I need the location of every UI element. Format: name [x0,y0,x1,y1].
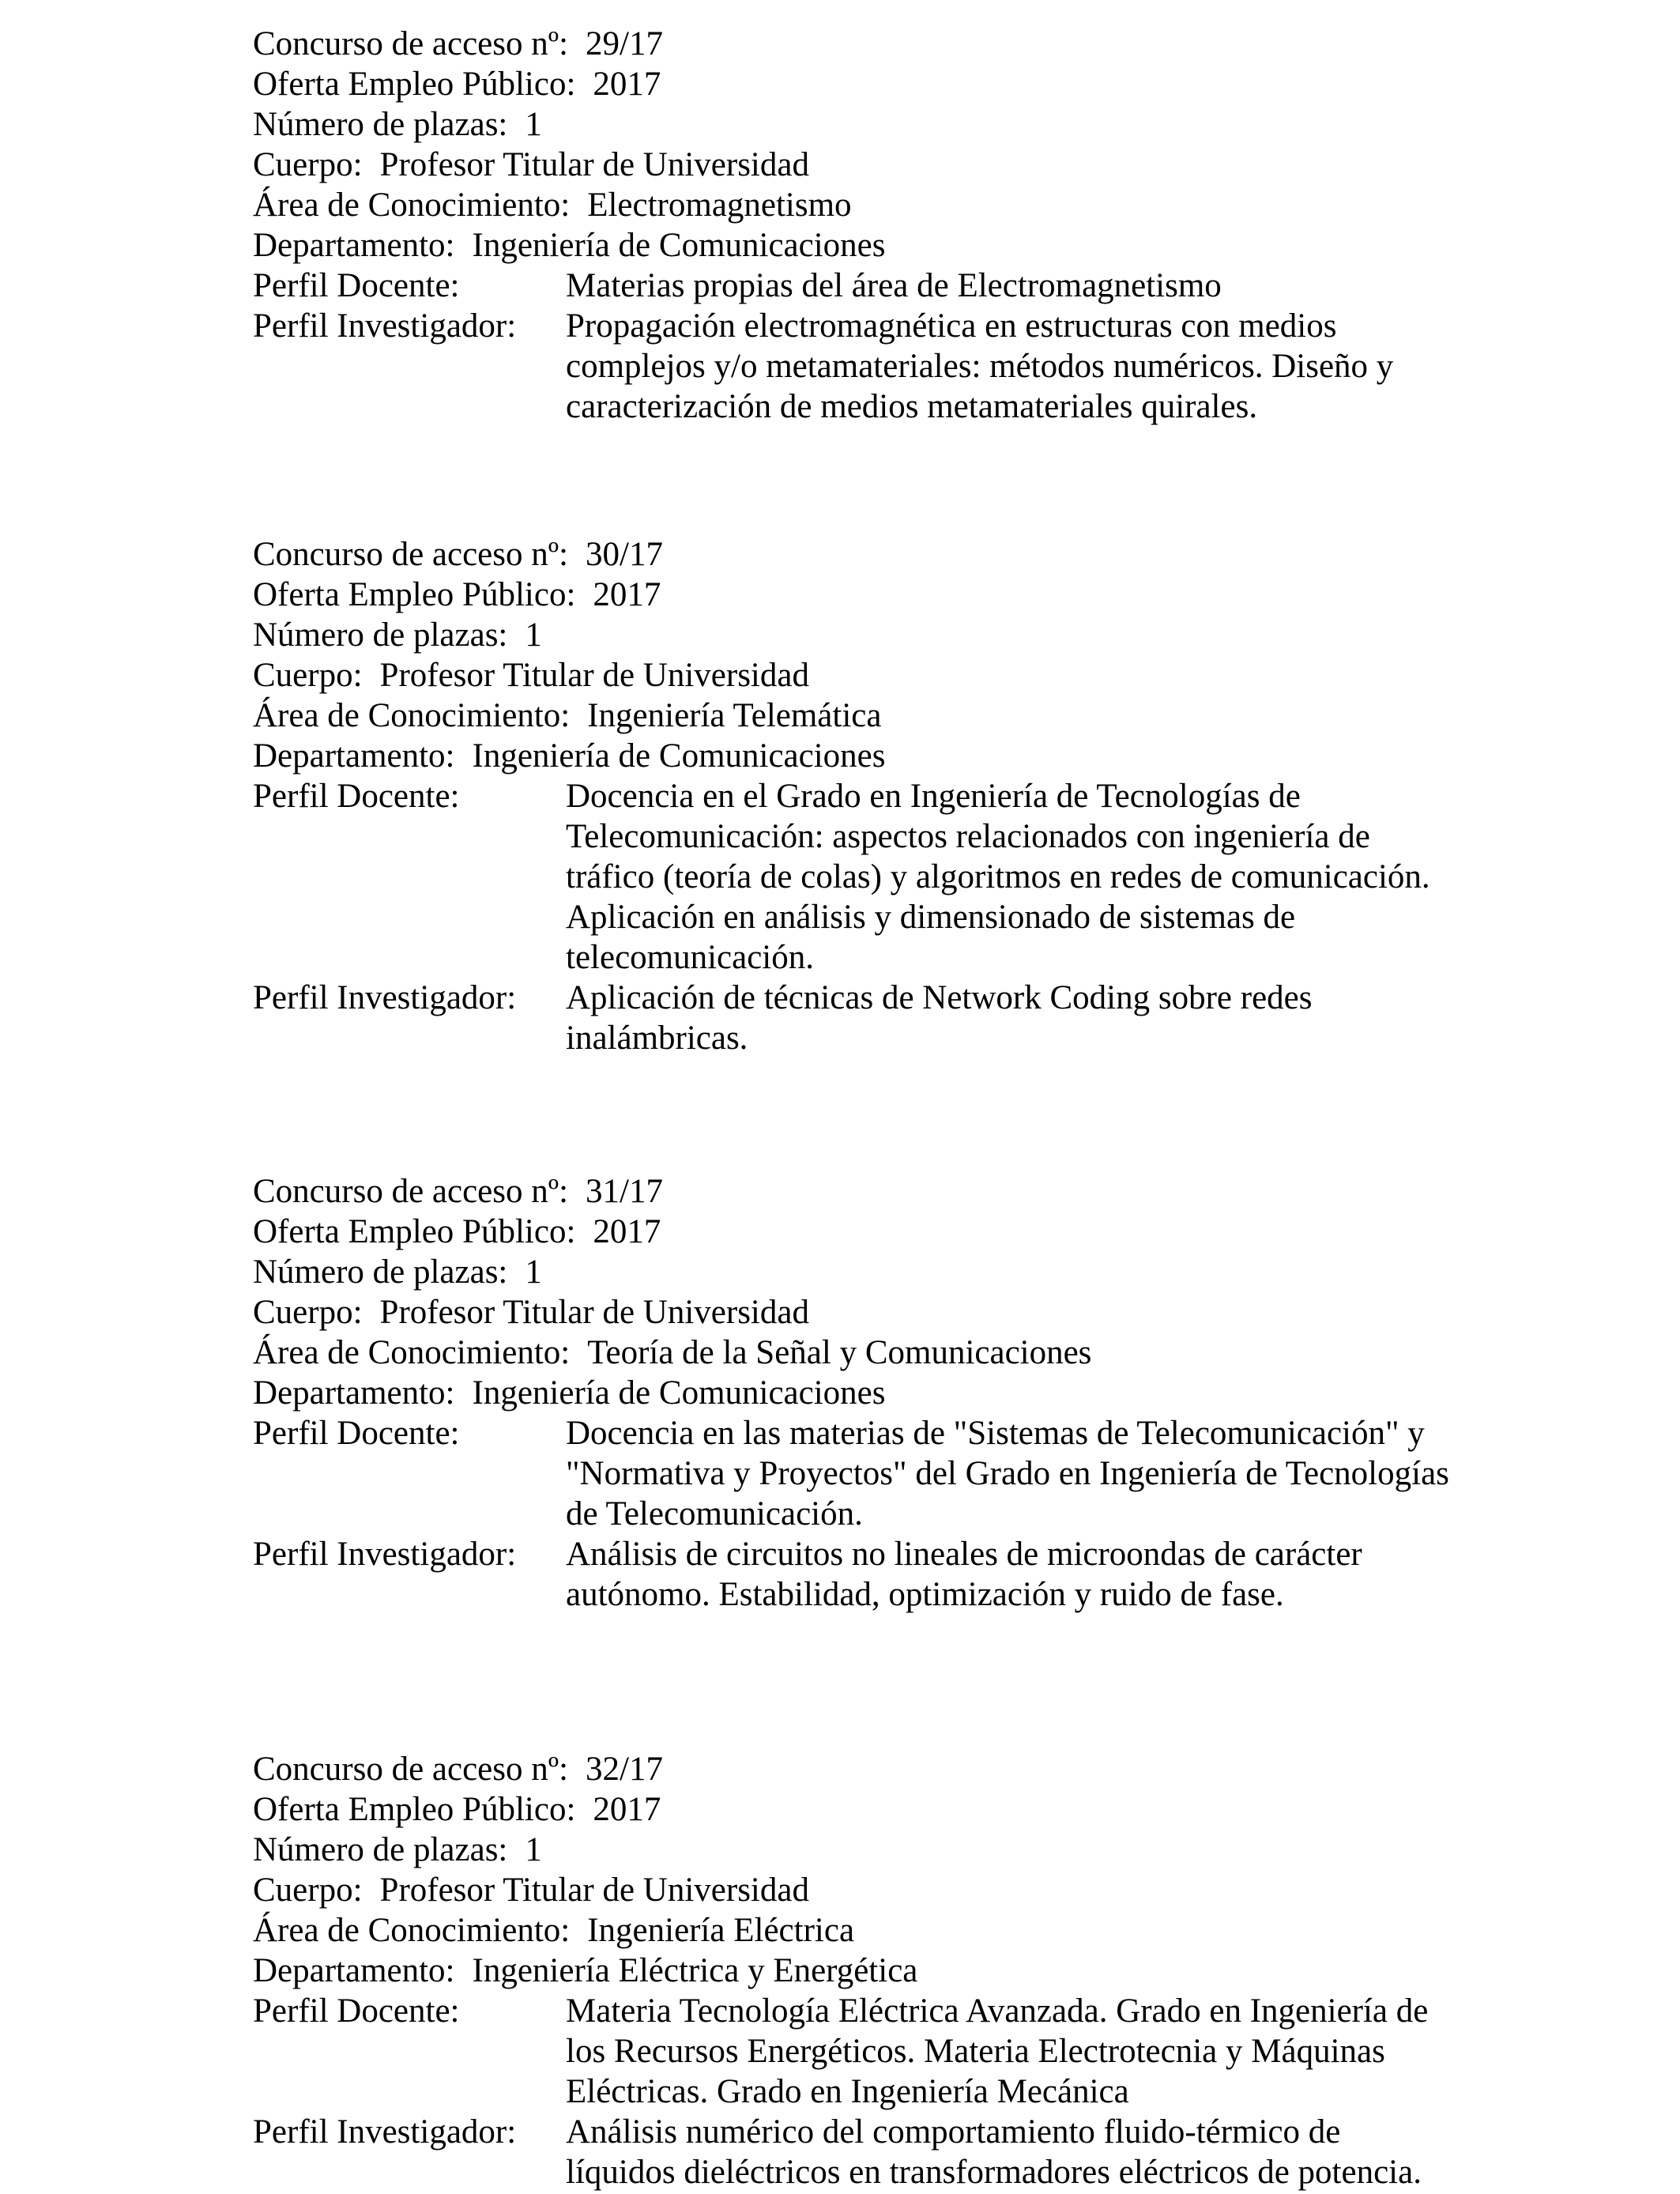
cuerpo-label: Cuerpo: [253,1294,363,1331]
perfil-docente-value [566,1413,1486,1534]
departamento-label: Departamento: [253,1952,455,1989]
perfil-investigador-label: Perfil Investigador: [253,979,517,1016]
text-line: Telecomunicación: aspectos relacionados con ingeniería de [566,818,1370,855]
text-line: Análisis numérico del comportamiento fluido-térmico de [566,2113,1341,2151]
departamento-label: Departamento: [253,1374,455,1412]
perfil-docente-row [253,266,1486,306]
departamento-label: Departamento: [253,227,455,264]
departamento-line [253,1373,1486,1413]
oferta-line [253,1789,1486,1830]
text-line: Docencia en las materias de "Sistemas de Telecomunicación" y [566,1415,1425,1452]
text-line: líquidos dieléctricos en transformadores eléctricos de potencia. [566,2154,1422,2191]
perfil-docente-value [566,1991,1486,2112]
text-line: de Telecomunicación. [566,1495,863,1532]
oferta-label: Oferta Empleo Público: [253,1791,576,1828]
cuerpo-line [253,145,1486,185]
text-line: "Normativa y Proyectos" del Grado en Ingeniería de Tecnologías [566,1455,1449,1492]
departamento-line [253,225,1486,266]
oferta-line [253,575,1486,615]
concurso-number-line [253,1171,1486,1212]
plazas-value: 1 [525,1831,542,1868]
area-label: Área de Conocimiento: [253,697,571,734]
text-line: complejos y/o metamateriales: métodos numéricos. Diseño y [566,348,1394,385]
oferta-line [253,1212,1486,1252]
perfil-investigador-row [253,978,1486,1058]
cuerpo-label: Cuerpo: [253,657,363,694]
text-line: Docencia en el Grado en Ingeniería de Tecnologías de [566,778,1301,815]
oferta-value: 2017 [593,1213,661,1250]
concurso-block [253,1171,1486,1615]
oferta-label: Oferta Empleo Público: [253,576,576,613]
perfil-investigador-row [253,2112,1486,2192]
departamento-value: Ingeniería de Comunicaciones [472,227,886,264]
plazas-line [253,104,1486,145]
area-label: Área de Conocimiento: [253,187,571,224]
oferta-value: 2017 [593,66,661,103]
text-line: tráfico (teoría de colas) y algoritmos en redes de comunicación. [566,858,1430,895]
area-value: Ingeniería Eléctrica [587,1912,855,1949]
concurso-block [253,1749,1486,2192]
cuerpo-label: Cuerpo: [253,146,363,183]
oferta-label: Oferta Empleo Público: [253,1213,576,1250]
text-line: inalámbricas. [566,1020,748,1057]
perfil-docente-label: Perfil Docente: [253,778,460,815]
concurso-number: 29/17 [586,25,663,62]
plazas-value: 1 [525,1253,542,1291]
text-line: autónomo. Estabilidad, optimización y ruido de fase. [566,1576,1284,1613]
cuerpo-value: Profesor Titular de Universidad [379,657,809,694]
plazas-label: Número de plazas: [253,1253,508,1291]
plazas-label: Número de plazas: [253,1831,508,1868]
cuerpo-label: Cuerpo: [253,1872,363,1909]
departamento-value: Ingeniería de Comunicaciones [472,1374,886,1412]
area-line [253,696,1486,736]
concurso-label: Concurso de acceso nº: [253,1751,569,1788]
area-value: Ingeniería Telemática [587,697,882,734]
perfil-investigador-value [566,1534,1486,1615]
oferta-value: 2017 [593,1791,661,1828]
oferta-value: 2017 [593,576,661,613]
text-line: Aplicación en análisis y dimensionado de sistemas de [566,899,1296,936]
perfil-docente-value [566,776,1486,978]
perfil-investigador-row [253,1534,1486,1615]
perfil-docente-label: Perfil Docente: [253,1992,460,2030]
perfil-investigador-label: Perfil Investigador: [253,307,517,345]
departamento-line [253,1951,1486,1991]
area-label: Área de Conocimiento: [253,1334,571,1371]
perfil-docente-row [253,776,1486,978]
text-line: Propagación electromagnética en estructuras con medios [566,307,1337,345]
concurso-label: Concurso de acceso nº: [253,25,569,62]
plazas-line [253,1830,1486,1870]
oferta-label: Oferta Empleo Público: [253,66,576,103]
cuerpo-line [253,1870,1486,1910]
perfil-investigador-value [566,978,1486,1058]
plazas-line [253,1252,1486,1292]
concurso-block [253,24,1486,427]
area-label: Área de Conocimiento: [253,1912,571,1949]
concurso-label: Concurso de acceso nº: [253,1173,569,1210]
text-line: Análisis de circuitos no lineales de microondas de carácter [566,1536,1362,1573]
oferta-line [253,64,1486,104]
perfil-investigador-value [566,306,1486,427]
departamento-label: Departamento: [253,737,455,775]
perfil-docente-label: Perfil Docente: [253,267,460,304]
plazas-label: Número de plazas: [253,616,508,654]
cuerpo-value: Profesor Titular de Universidad [379,1872,809,1909]
text-line: Aplicación de técnicas de Network Coding sobre redes [566,979,1313,1016]
perfil-docente-value [566,266,1486,306]
perfil-docente-row [253,1991,1486,2112]
plazas-value: 1 [525,106,542,143]
area-line [253,1910,1486,1951]
text-line: caracterización de medios metamateriales quirales. [566,388,1258,425]
concurso-number: 30/17 [586,536,663,573]
text-line: telecomunicación. [566,939,814,976]
concurso-block [253,534,1486,1058]
cuerpo-value: Profesor Titular de Universidad [379,146,809,183]
plazas-line [253,615,1486,655]
perfil-investigador-row [253,306,1486,427]
plazas-label: Número de plazas: [253,106,508,143]
departamento-value: Ingeniería de Comunicaciones [472,737,886,775]
departamento-line [253,736,1486,776]
cuerpo-line [253,655,1486,696]
text-line: Materias propias del área de Electromagnetismo [566,267,1222,304]
area-value: Teoría de la Señal y Comunicaciones [587,1334,1092,1371]
area-line [253,1333,1486,1373]
cuerpo-value: Profesor Titular de Universidad [379,1294,809,1331]
area-line [253,185,1486,225]
perfil-investigador-label: Perfil Investigador: [253,1536,517,1573]
departamento-value: Ingeniería Eléctrica y Energética [472,1952,918,1989]
plazas-value: 1 [525,616,542,654]
concurso-number: 31/17 [586,1173,663,1210]
cuerpo-line [253,1292,1486,1333]
perfil-investigador-label: Perfil Investigador: [253,2113,517,2151]
concurso-number: 32/17 [586,1751,663,1788]
text-line: Materia Tecnología Eléctrica Avanzada. Grado en Ingeniería de [566,1992,1429,2030]
concurso-number-line [253,24,1486,64]
concurso-number-line [253,1749,1486,1789]
concurso-number-line [253,534,1486,575]
perfil-investigador-value [566,2112,1486,2192]
area-value: Electromagnetismo [587,187,852,224]
text-line: Eléctricas. Grado en Ingeniería Mecánica [566,2073,1129,2110]
perfil-docente-label: Perfil Docente: [253,1415,460,1452]
text-line: los Recursos Energéticos. Materia Electrotecnia y Máquinas [566,2033,1385,2070]
perfil-docente-row [253,1413,1486,1534]
concurso-label: Concurso de acceso nº: [253,536,569,573]
